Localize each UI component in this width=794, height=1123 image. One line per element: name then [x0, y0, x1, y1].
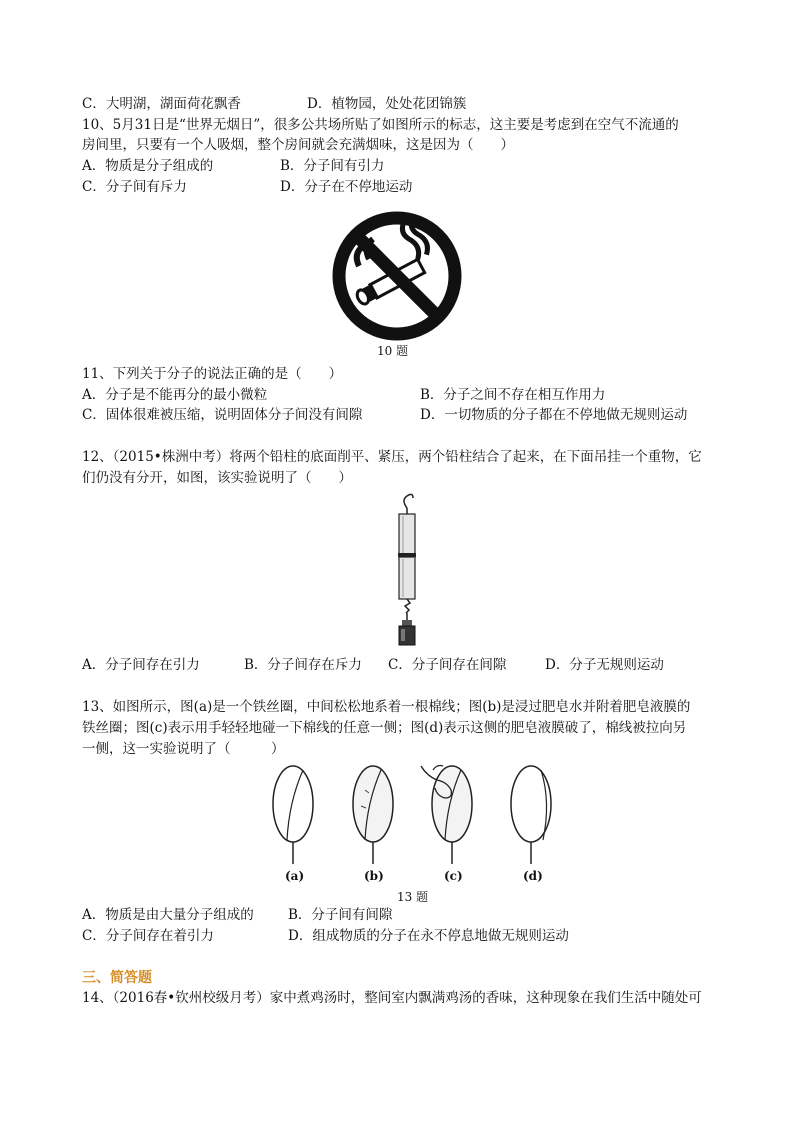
q10-option-a: A．物质是分子组成的 [82, 158, 214, 174]
q13-option-a: A．物质是由大量分子组成的 [82, 907, 254, 923]
q13-stem-line1: 13、如图所示，图(a)是一个铁丝圈，中间松松地系着一根棉线；图(b)是浸过肥皂水并附着肥皂液膜的 [82, 699, 691, 715]
q12-option-a: A．分子间存在引力 [82, 657, 200, 673]
q13-figure-caption: 13 题 [397, 890, 429, 904]
q13-label-a: (a) [285, 869, 305, 883]
wire-loops-figure [265, 762, 565, 892]
q9-option-c: C．大明湖，湖面荷花飘香 [82, 96, 241, 112]
q11-stem: 11、下列关于分子的说法正确的是（ ） [82, 366, 343, 382]
q13-option-d: D．组成物质的分子在永不停息地做无规则运动 [288, 928, 569, 944]
q13-option-c: C．分子间存在着引力 [82, 928, 214, 944]
q10-stem-line1: 10、5月31日是“世界无烟日”，很多公共场所贴了如图所示的标志，这主要是考虑到在空气不流通的 [82, 117, 679, 133]
q14-stem-line1: 14、（2016春•钦州校级月考）家中煮鸡汤时，整间室内飘满鸡汤的香味，这种现象在我们生活中随处可 [82, 990, 702, 1006]
section-heading: 三、简答题 [82, 970, 152, 986]
q10-option-c: C．分子间有斥力 [82, 179, 187, 195]
q13-stem-line2: 铁丝圈；图(c)表示用手轻轻地碰一下棉线的任意一侧；图(d)表示这侧的肥皂液膜破了，棉线被拉向另 [82, 720, 687, 736]
q11-option-a: A．分子是不能再分的最小微粒 [82, 387, 268, 403]
no-smoking-icon [329, 211, 465, 341]
q13-label-b: (b) [364, 869, 384, 883]
q13-label-c: (c) [444, 869, 463, 883]
q13-stem-line3: 一侧，这一实验说明了（ ） [82, 741, 285, 757]
q11-option-c: C．固体很难被压缩，说明固体分子间没有间隙 [82, 407, 363, 423]
q12-option-c: C．分子间存在间隙 [388, 657, 507, 673]
q10-figure-caption: 10 题 [377, 344, 409, 358]
q10-option-d: D．分子在不停地运动 [280, 179, 413, 195]
q12-stem-line1: 12、（2015•株洲中考）将两个铅柱的底面削平、紧压，两个铅柱结合了起来，在下面吊挂一个重物，它 [82, 449, 702, 465]
q13-option-b: B．分子间有间隙 [288, 907, 393, 923]
q12-option-d: D．分子无规则运动 [545, 657, 664, 673]
q9-option-d: D．植物园，处处花团锦簇 [307, 96, 467, 112]
q13-label-d: (d) [523, 869, 543, 883]
q10-option-b: B．分子间有引力 [280, 158, 385, 174]
q12-stem-line2: 们仍没有分开，如图，该实验说明了（ ） [82, 470, 352, 486]
q10-stem-line2: 房间里，只要有一个人吸烟，整个房间就会充满烟味，这是因为（ ） [82, 137, 514, 153]
q11-option-d: D．一切物质的分子都在不停地做无规则运动 [420, 407, 688, 423]
q12-option-b: B．分子间存在斥力 [244, 657, 362, 673]
q11-option-b: B．分子之间不存在相互作用力 [420, 387, 606, 403]
lead-cylinders-figure [388, 494, 428, 654]
